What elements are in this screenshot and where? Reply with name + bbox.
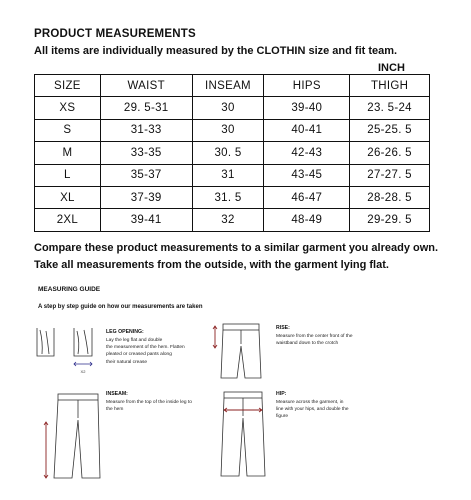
inseam-text bbox=[106, 399, 192, 413]
leg-opening-line: pleated or creased pants along bbox=[106, 352, 172, 358]
hip-illustration bbox=[212, 390, 274, 480]
table-cell: 31-33 bbox=[100, 119, 192, 141]
compare-note: Compare these product measurements to a similar garment you already own. bbox=[34, 242, 439, 254]
table-cell: 30 bbox=[192, 97, 264, 119]
hip-line: Measure across the garment, in bbox=[276, 400, 344, 405]
hip-title: HIP: bbox=[276, 391, 287, 397]
table-cell: 46-47 bbox=[264, 186, 350, 208]
table-cell: XS bbox=[35, 97, 101, 119]
table-cell: 31. 5 bbox=[192, 186, 264, 208]
hip-line: figure bbox=[276, 414, 288, 420]
hip-text bbox=[276, 399, 349, 421]
table-row bbox=[35, 119, 430, 141]
table-row bbox=[35, 164, 430, 186]
hip-line: line with your hips, and double the bbox=[276, 407, 349, 413]
table-cell: 33-35 bbox=[100, 142, 192, 164]
size-chart-table bbox=[34, 74, 430, 232]
table-row bbox=[35, 97, 430, 119]
leg-opening-illustration bbox=[34, 326, 100, 384]
column-header-hips: HIPS bbox=[264, 75, 350, 97]
table-row bbox=[35, 142, 430, 164]
rise-line: waistband down to the crotch bbox=[276, 341, 339, 347]
leg-opening-mark: X2 bbox=[80, 369, 86, 374]
measuring-guide-title: MEASURING GUIDE bbox=[38, 286, 101, 293]
table-cell: 26-26. 5 bbox=[350, 142, 430, 164]
leg-opening-line: Lay the leg flat and double bbox=[106, 338, 163, 343]
table-cell: 48-49 bbox=[264, 209, 350, 231]
inseam-illustration bbox=[34, 392, 106, 482]
table-cell: 37-39 bbox=[100, 186, 192, 208]
unit-label: INCH bbox=[378, 62, 405, 74]
column-header-inseam: INSEAM bbox=[192, 75, 264, 97]
table-cell: 40-41 bbox=[264, 119, 350, 141]
rise-line: Measure from the center front of the bbox=[276, 334, 353, 339]
rise-title: RISE: bbox=[276, 325, 290, 331]
table-cell: 31 bbox=[192, 164, 264, 186]
inseam-line: the hem bbox=[106, 407, 124, 413]
rise-text bbox=[276, 333, 353, 347]
outside-note: Take all measurements from the outside, with the garment lying flat. bbox=[34, 259, 389, 271]
table-cell: 28-28. 5 bbox=[350, 186, 430, 208]
leg-opening-line: their natural crease bbox=[106, 359, 148, 365]
inseam-line: Measure from the top of the inside leg to bbox=[106, 400, 192, 405]
table-header-row bbox=[35, 75, 430, 97]
leg-opening-title: LEG OPENING: bbox=[106, 329, 144, 335]
table-cell: 32 bbox=[192, 209, 264, 231]
table-cell: 42-43 bbox=[264, 142, 350, 164]
table-cell: L bbox=[35, 164, 101, 186]
measuring-guide-subtitle: A step by step guide on how our measurements are taken bbox=[38, 304, 203, 310]
leg-opening-text bbox=[106, 337, 185, 366]
page-title: PRODUCT MEASUREMENTS bbox=[34, 28, 196, 40]
table-cell: 29. 5-31 bbox=[100, 97, 192, 119]
inseam-title: INSEAM: bbox=[106, 391, 128, 397]
table-cell: 30 bbox=[192, 119, 264, 141]
table-cell: S bbox=[35, 119, 101, 141]
column-header-waist: WAIST bbox=[100, 75, 192, 97]
leg-opening-line: the measurement of the hem. Flatten bbox=[106, 345, 185, 351]
table-cell: XL bbox=[35, 186, 101, 208]
table-cell: 43-45 bbox=[264, 164, 350, 186]
column-header-thigh: THIGH bbox=[350, 75, 430, 97]
table-cell: 39-41 bbox=[100, 209, 192, 231]
table-cell: 25-25. 5 bbox=[350, 119, 430, 141]
page-subtitle: All items are individually measured by the CLOTHIN size and fit team. bbox=[34, 45, 398, 57]
table-cell: M bbox=[35, 142, 101, 164]
table-cell: 30. 5 bbox=[192, 142, 264, 164]
table-cell: 29-29. 5 bbox=[350, 209, 430, 231]
table-cell: 27-27. 5 bbox=[350, 164, 430, 186]
table-cell: 2XL bbox=[35, 209, 101, 231]
table-row bbox=[35, 209, 430, 231]
table-row bbox=[35, 186, 430, 208]
column-header-size: SIZE bbox=[35, 75, 101, 97]
table-cell: 23. 5-24 bbox=[350, 97, 430, 119]
table-cell: 39-40 bbox=[264, 97, 350, 119]
table-cell: 35-37 bbox=[100, 164, 192, 186]
rise-illustration bbox=[205, 322, 271, 380]
